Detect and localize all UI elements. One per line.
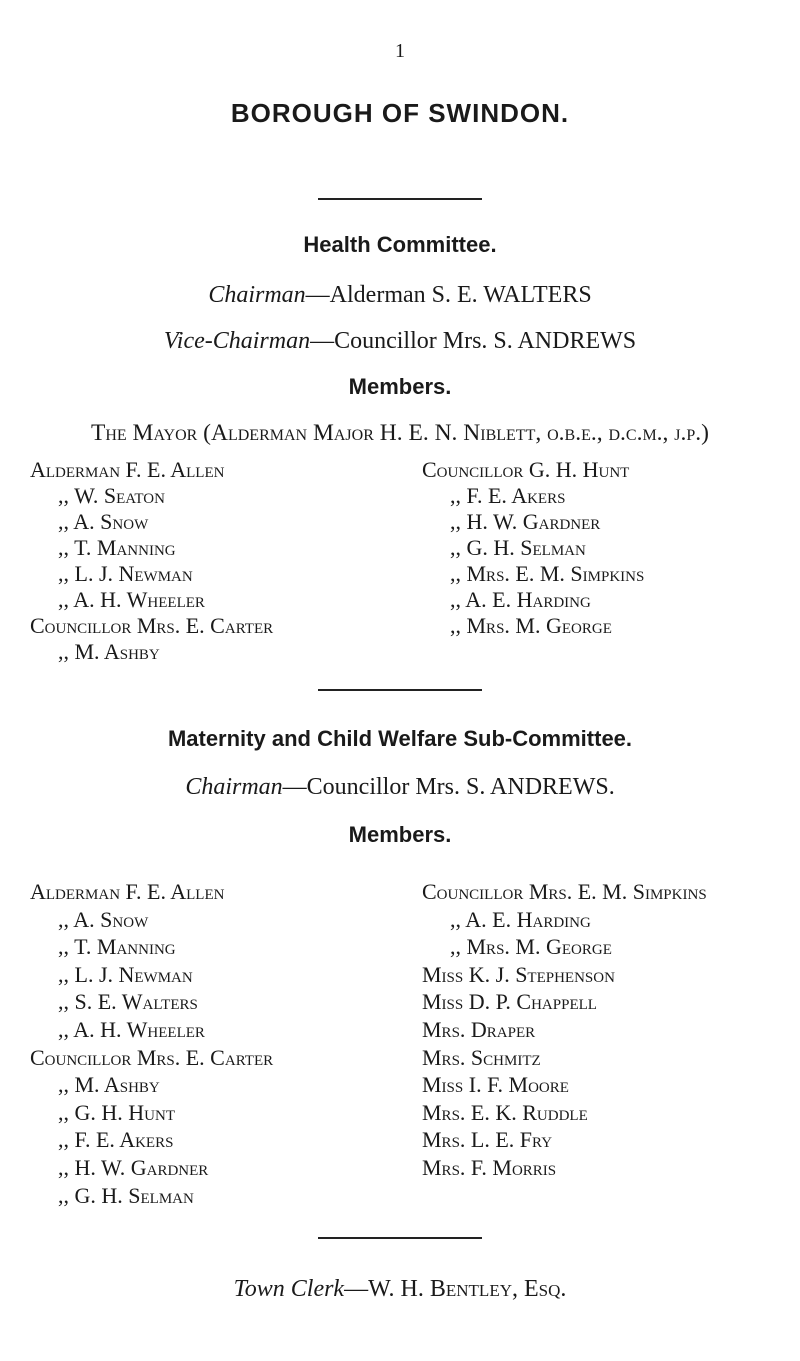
chairman-name: —Councillor Mrs. S. ANDREWS.: [282, 774, 615, 800]
health-committee-heading: Health Committee.: [303, 232, 497, 257]
member-entry: ,, M. Ashby: [58, 1072, 160, 1098]
member-entry: Mrs. L. E. Fry: [422, 1127, 553, 1153]
member-entry: ,, S. E. Walters: [58, 989, 198, 1015]
maternity-committee-heading: Maternity and Child Welfare Sub-Committee.: [167, 726, 633, 751]
member-entry: Miss K. J. Stephenson: [422, 961, 615, 987]
member-entry: ,, F. E. Akers: [58, 1127, 174, 1153]
document-title: BOROUGH OF SWINDON.: [230, 98, 570, 128]
member-entry: Mrs. Schmitz: [422, 1044, 541, 1070]
divider: [318, 689, 482, 691]
member-entry: ,, F. E. Akers: [450, 483, 566, 508]
member-entry: ,, M. Ashby: [58, 639, 160, 664]
member-entry: ,, G. H. Selman: [450, 535, 586, 560]
health-members-heading: Members.: [348, 374, 452, 399]
member-entry: ,, T. Manning: [58, 934, 176, 960]
town-clerk-line: [0, 1276, 800, 1303]
member-entry: Councillor Mrs. E. Carter: [30, 1044, 274, 1070]
member-entry: ,, A. Snow: [58, 906, 149, 932]
member-entry: ,, A. H. Wheeler: [58, 1016, 205, 1042]
divider: [318, 198, 482, 200]
member-entry: ,, T. Manning: [58, 535, 176, 560]
member-entry: Councillor G. H. Hunt: [422, 457, 630, 482]
member-entry: Mrs. Draper: [422, 1016, 536, 1042]
member-entry: Mrs. E. K. Ruddle: [422, 1099, 588, 1125]
health-members-right: [422, 457, 644, 639]
member-entry: ,, A. H. Wheeler: [58, 587, 205, 612]
maternity-members-heading: Members.: [348, 822, 452, 847]
member-entry: ,, G. H. Selman: [58, 1182, 194, 1208]
member-entry: Mrs. F. Morris: [422, 1154, 557, 1180]
member-entry: Alderman F. E. Allen: [30, 457, 225, 482]
member-entry: ,, Mrs. E. M. Simpkins: [450, 561, 645, 586]
health-chairman: [0, 282, 800, 309]
member-entry: ,, W. Seaton: [58, 483, 165, 508]
town-clerk-name: —W. H. Bentley, Esq.: [344, 1276, 567, 1302]
chairman-name: —Alderman S. E. WALTERS: [305, 282, 592, 308]
page-number: 1: [395, 40, 405, 62]
member-entry: ,, H. W. Gardner: [450, 509, 601, 534]
member-entry: ,, Mrs. M. George: [450, 613, 612, 638]
member-entry: ,, A. E. Harding: [450, 906, 591, 932]
maternity-members-right: [422, 878, 707, 1182]
member-entry: Alderman F. E. Allen: [30, 879, 225, 904]
vice-chairman-role: Vice-Chairman: [163, 328, 311, 354]
member-entry: Councillor Mrs. E. Carter: [30, 613, 274, 638]
member-entry: ,, G. H. Hunt: [58, 1099, 175, 1125]
member-entry: ,, A. E. Harding: [450, 587, 591, 612]
member-entry: ,, A. Snow: [58, 509, 149, 534]
member-entry: ,, L. J. Newman: [58, 961, 193, 987]
member-entry: Miss I. F. Moore: [422, 1072, 569, 1098]
member-entry: ,, Mrs. M. George: [450, 934, 612, 960]
member-entry: Miss D. P. Chappell: [422, 989, 597, 1015]
divider: [318, 1237, 482, 1239]
chairman-role: Chairman: [208, 282, 306, 308]
maternity-members-left: [30, 878, 273, 1209]
member-entry: ,, L. J. Newman: [58, 561, 193, 586]
vice-chairman-name: —Councillor Mrs. S. ANDREWS: [310, 328, 637, 354]
maternity-chairman: [0, 774, 800, 801]
town-clerk-role: Town Clerk: [233, 1276, 345, 1302]
member-entry: Councillor Mrs. E. M. Simpkins: [422, 879, 707, 904]
mayor-line: The Mayor (Alderman Major H. E. N. Niblett, o.b.e., d.c.m., j.p.): [90, 420, 710, 446]
health-vice-chairman: [0, 328, 800, 355]
member-entry: ,, H. W. Gardner: [58, 1154, 209, 1180]
chairman-role: Chairman: [185, 774, 283, 800]
health-members-left: [30, 457, 273, 665]
